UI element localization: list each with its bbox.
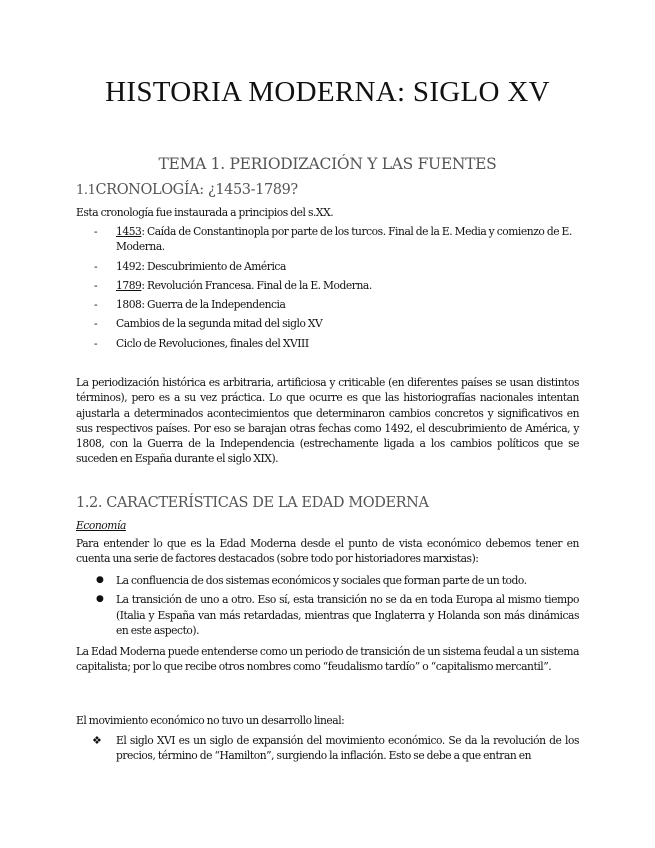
list-item-text: 1808: Guerra de la Independencia (116, 298, 286, 312)
list-marker: - (94, 298, 98, 312)
topic-heading: TEMA 1. PERIODIZACIÓN Y LAS FUENTES (158, 155, 497, 173)
list-item-text: 1492: Descubrimiento de América (116, 259, 286, 273)
list-item-text: Cambios de la segunda mitad del siglo XV (116, 317, 323, 331)
chronology-intro: Esta cronología fue instaurada a principios del s.XX. (76, 206, 334, 219)
list-item (76, 297, 579, 312)
list-item-text: : Caída de Constantinopla por parte de los turcos. Final de la E. Media y comienzo de E. Moderna. (116, 225, 572, 254)
transition-paragraph: La Edad Moderna puede entenderse como un periodo de transición de un sistema feudal a un sistema capitalista; por lo que recibe otros nombres como “feudalismo tardío” o “capitalismo mercantil”. (76, 645, 579, 674)
list-item-text: La transición de uno a otro. Eso sí, esta transición no se da en toda Europa al mismo tiempo (Italia y España van más retardadas, mientras que Inglaterra y Holanda son más dinámicas en este aspecto). (116, 593, 579, 637)
economy-intro: Para entender lo que es la Edad Moderna desde el punto de vista económico debemos tener en cuenta una serie de factores destacados (sobre todo por historiadores marxistas): (76, 537, 579, 566)
bullet-marker: ● (96, 575, 104, 585)
list-marker: - (94, 225, 98, 238)
section-number: 1.1 (76, 183, 96, 198)
diamond-bullet-icon: ❖ (92, 734, 102, 747)
movement-intro: El movimiento económico no tuvo un desarrollo lineal: (76, 714, 345, 727)
list-item-date: 1453 (116, 225, 142, 238)
movement-list (76, 733, 579, 768)
list-item-text: Ciclo de Revoluciones, finales del XVIII (116, 336, 309, 350)
periodization-paragraph: La periodización histórica es arbitraria, artificiosa y criticable (en diferentes países se usan distintos términos), pero es a su vez práctica. Lo que ocurre es que las historiografías nacionales intentan ajustarla a determinados acontecimientos que determinaron cambios concretos y significativos en sus respectivos países. Por eso se barajan otras fechas como 1492, el descubrimiento de América, y 1808, con la Guerra de la Independencia (estrechamente ligada a los cambios políticos que se suceden en España durante el siglo XIX). (76, 376, 579, 466)
list-item (76, 573, 579, 588)
section-title: CRONOLOGÍA: ¿1453-1789? (95, 182, 298, 198)
section-heading-chronology (76, 182, 298, 198)
section-heading-characteristics: 1.2. CARACTERÍSTICAS DE LA EDAD MODERNA (76, 495, 429, 511)
bullet-marker: ● (96, 594, 104, 605)
list-item-date: 1789 (116, 278, 142, 292)
list-item (76, 592, 579, 638)
list-item (76, 224, 579, 255)
list-marker: - (94, 336, 98, 350)
list-marker: - (94, 259, 98, 273)
chronology-list (76, 224, 579, 355)
list-item-text: El siglo XVI es un siglo de expansión del movimiento económico. Se da la revolución de los precios, término de “Hamilton”, surgiendo la inflación. Esto se debe a que entran en (116, 734, 579, 763)
list-item-text: : Revolución Francesa. Final de la E. Moderna. (141, 278, 372, 292)
list-item (76, 336, 579, 351)
list-item (76, 733, 579, 764)
list-marker: - (94, 317, 98, 331)
list-item (76, 278, 579, 293)
subheading-economy: Economía (76, 519, 126, 532)
list-item (76, 316, 579, 331)
economy-bullets (76, 573, 579, 642)
list-item-text: La confluencia de dos sistemas económicos y sociales que forman parte de un todo. (116, 574, 527, 587)
list-item (76, 259, 579, 274)
list-marker: - (94, 278, 98, 292)
document-title: HISTORIA MODERNA: SIGLO XV (105, 76, 550, 108)
